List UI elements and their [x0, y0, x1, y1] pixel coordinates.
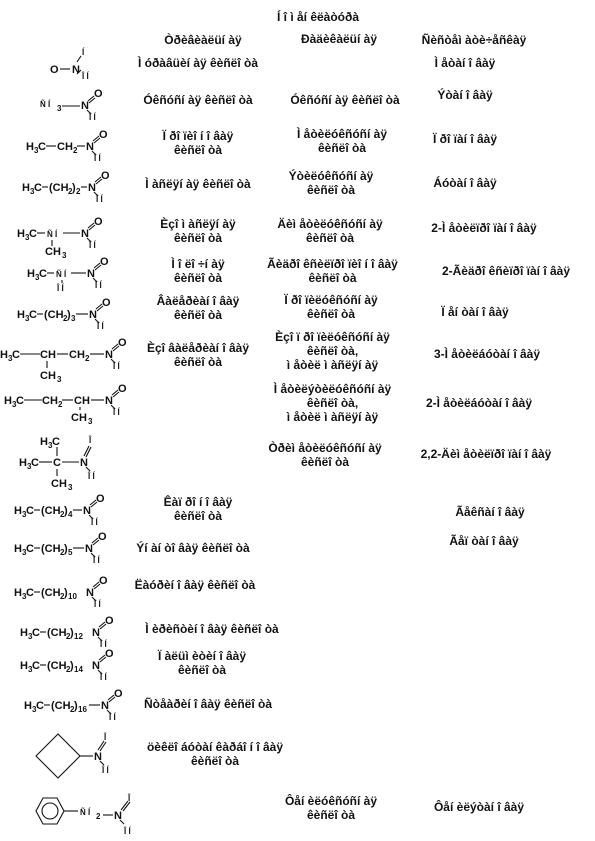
row-6-trivial-name: Ì î ëî ÷í àÿ êèñëî òà — [171, 257, 225, 285]
atom-c: C — [26, 505, 34, 517]
atom-o: Î — [89, 436, 92, 445]
atom-c: C — [26, 543, 34, 555]
row-4-trivial-name: Ì àñëÿí àÿ êèñëî òà — [145, 177, 251, 191]
atom-oh: Î Í — [100, 640, 107, 649]
subscript: 14 — [74, 665, 83, 674]
atom-c: N — [92, 627, 100, 639]
atom-oh: Î Í — [124, 827, 131, 836]
subscript: 3 — [22, 592, 27, 601]
atom-c: C — [12, 349, 20, 361]
group-ch3: CH — [45, 246, 61, 258]
atom-c: N — [86, 587, 94, 599]
subscript: 3 — [68, 483, 73, 492]
atom-oh: Î Í — [94, 154, 101, 163]
structure-phenylacetic-acid — [36, 794, 131, 836]
atom-oh: Î Í — [82, 72, 89, 81]
subscript: 3 — [71, 314, 76, 323]
row-1-systematic-name: Ì åòàí î âàÿ — [434, 56, 496, 70]
group-ch: CH — [57, 141, 73, 153]
bracket: ) — [72, 182, 76, 194]
subscript: 2 — [73, 146, 78, 155]
atom-h: H — [4, 395, 12, 407]
group-ch3: CH — [71, 412, 87, 424]
atom-o: O — [105, 615, 114, 627]
atom-oh: Î Í — [100, 673, 107, 682]
bracket: ) — [74, 700, 78, 712]
atom-c: C — [32, 660, 40, 672]
atom-c: N — [83, 505, 91, 517]
atom-o: O — [118, 337, 127, 349]
atom-c: C — [38, 141, 46, 153]
group-ch: Ñ Í — [47, 230, 58, 239]
atom-oh: Î Í — [94, 600, 101, 609]
subscript: 3 — [32, 705, 37, 714]
atom-o: O — [101, 170, 110, 182]
atom-c: N — [85, 543, 93, 555]
atom-c: C — [26, 587, 34, 599]
row-3-trivial-name: Ï ðî ïèî í î âàÿ êèñëî òà — [162, 129, 234, 157]
atom-c: C — [32, 627, 40, 639]
subscript: 2 — [68, 187, 73, 196]
subscript: 2 — [63, 314, 68, 323]
atom-c: N — [86, 141, 94, 153]
subscript: 3 — [25, 233, 30, 242]
table-title: Í î ì åí êëàòóðà — [276, 10, 360, 24]
structure-formic-acid — [50, 48, 89, 81]
structure-acetic-acid — [40, 88, 103, 122]
structure-caproic-acid — [14, 493, 105, 527]
benzene-ring — [36, 798, 64, 824]
subscript: 3 — [62, 251, 67, 260]
atom-o: O — [100, 256, 109, 268]
atom-o: O — [114, 688, 123, 700]
row-16-trivial-name: Ñòåàðèí î âàÿ êèñëî òà — [143, 697, 273, 711]
row-11-trivial-name: Êàï ðî í î âàÿ êèñëî òà — [163, 495, 233, 523]
atom-o: O — [96, 493, 105, 505]
atom-c: C — [36, 700, 44, 712]
row-8-radical-name: Èçî ï ðî ïèëóêñóñí àÿ êèñëî òà, ì åòèë ì àñëÿí àÿ — [275, 330, 390, 372]
cyclobutane-ring — [36, 734, 80, 778]
group-oh: Î Í — [57, 284, 64, 293]
row-4-radical-name: Ýòèëóêñóñí àÿ êèñëî òà — [288, 169, 374, 197]
atom-c: N — [81, 100, 89, 112]
row-3-radical-name: Ì åòèëóêñóñí àÿ êèñëî òà — [296, 127, 388, 155]
row-7-systematic-name: Ï åí òàí î âàÿ — [441, 305, 509, 319]
atom-c: C — [31, 457, 39, 469]
subscript: 3 — [25, 314, 30, 323]
atom-h: H — [22, 182, 30, 194]
subscript: 2 — [85, 354, 90, 363]
atom-o: O — [105, 648, 114, 660]
row-12-trivial-name: Ýí àí òî âàÿ êèñëî òà — [136, 541, 250, 555]
row-18-systematic-name: Ôåí èëýòàí î âàÿ — [433, 800, 525, 814]
atom-oh: Î Í — [88, 472, 95, 481]
subscript: 3 — [22, 510, 27, 519]
subscript: 3 — [28, 632, 33, 641]
subscript: 3 — [27, 462, 32, 471]
row-5-systematic-name: 2-Ì åòèëïðî ïàí î âàÿ — [431, 221, 537, 235]
row-8-trivial-name: Èçî âàëåðèàí î âàÿ êèñëî òà — [146, 341, 250, 369]
atom-oh: Î Í — [95, 281, 102, 290]
subscript: 3 — [57, 104, 62, 113]
atom-c: C — [16, 395, 24, 407]
subscript: 3 — [88, 417, 93, 426]
bracket: ) — [70, 660, 74, 672]
group-ch: CH — [40, 349, 56, 361]
row-11-systematic-name: Ãåêñàí î âàÿ — [455, 505, 525, 519]
subscript: 3 — [12, 400, 17, 409]
atom-h: H — [14, 587, 22, 599]
atom-o: O — [99, 129, 108, 141]
atom-oh: Î Í — [113, 408, 120, 417]
group-ch2: (CH — [41, 543, 61, 555]
atom-c: N — [87, 268, 95, 280]
group-ch3: CH — [51, 478, 67, 490]
structure-myristic-acid — [20, 615, 114, 649]
group-ch: CH — [74, 395, 90, 407]
subscript: 3 — [28, 665, 33, 674]
atom-o: O — [118, 383, 127, 395]
row-2-systematic-name: Ýòàí î âàÿ — [437, 88, 493, 102]
atom-h: H — [19, 457, 27, 469]
structure-palmitic-acid — [20, 648, 114, 682]
row-17-trivial-name: öèêëî áóòàí êàðáî í î âàÿ êèñëî òà — [146, 740, 284, 768]
atom-c: C — [39, 268, 47, 280]
subscript: 3 — [35, 273, 40, 282]
row-10-radical-name: Òðèì åòèëóêñóñí àÿ êèñëî òà — [268, 441, 382, 469]
subscript: 3 — [57, 375, 62, 384]
atom-c: N — [94, 751, 102, 763]
row-2-trivial-name: Óêñóñí àÿ êèñëî òà — [143, 93, 253, 107]
atom-c: C — [29, 309, 37, 321]
atom-oh: Î Í — [89, 241, 96, 250]
row-18-radical-name: Ôåí èëóêñóñí àÿ êèñëî òà — [284, 794, 378, 822]
atom-o: O — [98, 531, 107, 543]
atom-c-quaternary: C — [53, 457, 61, 469]
atom-o: O — [102, 297, 111, 309]
structure-lauric-acid — [14, 575, 108, 609]
atom-c: N — [89, 309, 97, 321]
atom-h: H — [14, 505, 22, 517]
atom-oh: Î Í — [91, 518, 98, 527]
subscript: 2 — [58, 400, 63, 409]
row-7-trivial-name: Âàëåðèàí î âàÿ êèñëî òà — [156, 294, 240, 322]
group-ch2: (CH — [49, 182, 69, 194]
structure-2-methylbutanoic-acid — [4, 383, 127, 426]
subscript: 10 — [68, 592, 77, 601]
row-3-systematic-name: Ï ðî ïàí î âàÿ — [432, 132, 498, 146]
atom-oh: Î Í — [102, 766, 109, 775]
atom-ch: Ñ Í — [40, 100, 51, 109]
row-13-trivial-name: Ëàóðèí î âàÿ êèñëî òà — [134, 578, 256, 592]
structure-lactic-acid — [27, 256, 109, 293]
structure-cyclobutanecarboxylic-acid — [36, 733, 109, 778]
structure-valeric-acid — [17, 297, 111, 331]
group-ch2: CH — [69, 349, 85, 361]
column-header-trivial: Òðèâèàëüí àÿ — [164, 33, 242, 47]
group-ch2: (CH — [51, 700, 71, 712]
atom-h: Í — [82, 48, 85, 57]
subscript: 3 — [34, 146, 39, 155]
atom-c: C — [34, 182, 42, 194]
atom-o: O — [50, 64, 59, 76]
atom-h: H — [20, 627, 28, 639]
group-ch3: CH — [40, 370, 56, 382]
row-10-systematic-name: 2,2-Äèì åòèëïðî ïàí î âàÿ — [420, 447, 552, 461]
row-6-radical-name: Ãèäðî êñèëïðî ïèî í î âàÿ êèñëî òà — [267, 257, 398, 285]
bracket: ) — [70, 627, 74, 639]
subscript: 5 — [68, 548, 73, 557]
structure-enanthic-acid — [14, 531, 107, 565]
row-5-radical-name: Äèì åòèëóêñóñí àÿ êèñëî òà — [277, 217, 383, 245]
atom-c: N — [80, 457, 88, 469]
subscript: 2 — [96, 812, 101, 821]
group-ch2: (CH — [47, 660, 67, 672]
subscript: 3 — [48, 441, 53, 450]
atom-h: H — [17, 309, 25, 321]
atom-h: H — [0, 349, 8, 361]
subscript: 2 — [70, 705, 75, 714]
row-2-radical-name: Óêñóñí àÿ êèñëî òà — [290, 93, 400, 107]
row-15-trivial-name: Ï àëüì èòèí î âàÿ êèñëî òà — [157, 649, 247, 677]
atom-n: N — [72, 64, 80, 76]
row-1-trivial-name: Ì óðàâüèí àÿ êèñëî òà — [137, 56, 259, 70]
row-5-trivial-name: Èçî ì àñëÿí àÿ êèñëî òà — [160, 217, 236, 245]
atom-h: H — [40, 436, 48, 448]
subscript: 2 — [60, 510, 65, 519]
atom-c: N — [105, 395, 113, 407]
subscript: 12 — [74, 632, 83, 641]
subscript: 2 — [60, 548, 65, 557]
column-header-systematic: Ñèñòåì àòè÷åñêàÿ — [421, 33, 527, 47]
atom-c: N — [105, 349, 113, 361]
structure-isobutyric-acid — [17, 216, 103, 260]
atom-h: H — [17, 228, 25, 240]
subscript: 16 — [78, 705, 87, 714]
atom-c: N — [92, 660, 100, 672]
atom-h: H — [27, 268, 35, 280]
group-ch2: (CH — [44, 309, 64, 321]
bracket: ) — [64, 587, 68, 599]
subscript: 3 — [8, 354, 13, 363]
atom-c: C — [52, 436, 60, 448]
atom-c: N — [88, 182, 96, 194]
atom-oh: Î Í — [109, 713, 116, 722]
subscript: 2 — [60, 592, 65, 601]
atom-c: N — [101, 700, 109, 712]
atom-o: O — [94, 216, 103, 228]
subscript: 3 — [22, 548, 27, 557]
subscript: 2 — [66, 665, 71, 674]
atom-oh: Î Í — [96, 195, 103, 204]
group-ch2: (CH — [47, 627, 67, 639]
subscript: 2 — [66, 632, 71, 641]
structure-butyric-acid — [22, 170, 110, 204]
row-8-systematic-name: 3-Ì åòèëáóòàí î âàÿ — [433, 347, 541, 361]
atom-h: H — [14, 543, 22, 555]
atom-oh: Î Í — [97, 322, 104, 331]
structure-stearic-acid — [24, 688, 123, 722]
group-ch2: (CH — [41, 587, 61, 599]
atom-oh: Î Í — [113, 362, 120, 371]
column-header-radical: Ðàäèêàëüí àÿ — [300, 32, 378, 46]
atom-oh: Î Í — [93, 556, 100, 565]
atom-c: N — [81, 228, 89, 240]
bracket: ) — [64, 505, 68, 517]
group-ch: Ñ Í — [80, 808, 91, 817]
bracket: ) — [67, 309, 71, 321]
row-4-systematic-name: Áóòàí î âàÿ — [433, 176, 497, 190]
structure-isovaleric-acid — [0, 337, 127, 384]
atom-oh: Î Í — [89, 113, 96, 122]
group-ch2: CH — [42, 395, 58, 407]
bracket: ) — [64, 543, 68, 555]
structure-pivalic-acid — [19, 436, 95, 492]
atom-c: N — [114, 810, 122, 822]
atom-o: Î — [128, 794, 131, 803]
row-12-systematic-name: Ãåï òàí î âàÿ — [449, 534, 519, 548]
subscript: 3 — [30, 187, 35, 196]
row-6-systematic-name: 2-Ãèäðî êñèïðî ïàí î âàÿ — [441, 264, 571, 278]
atom-o: O — [99, 575, 108, 587]
group-ch: Ñ Í — [56, 270, 67, 279]
row-9-systematic-name: 2-Ì åòèëáóòàí î âàÿ — [425, 396, 533, 410]
structure-propionic-acid — [26, 129, 108, 163]
subscript: 4 — [68, 510, 73, 519]
row-14-trivial-name: Ì èðèñòèí î âàÿ êèñëî òà — [145, 622, 279, 636]
atom-h: H — [24, 700, 32, 712]
atom-c: C — [29, 228, 37, 240]
row-9-radical-name: Ì åòèëýòèëóêñóñí àÿ êèñëî òà, ì åòèë ì àñëÿí àÿ — [273, 382, 392, 424]
atom-o: Î — [104, 733, 107, 742]
row-7-radical-name: Ï ðî ïèëóêñóñí àÿ êèñëî òà — [284, 293, 378, 321]
atom-h: H — [26, 141, 34, 153]
atom-h: H — [20, 660, 28, 672]
group-ch2: (CH — [41, 505, 61, 517]
subscript: 2 — [76, 187, 81, 196]
atom-o: O — [94, 88, 103, 100]
